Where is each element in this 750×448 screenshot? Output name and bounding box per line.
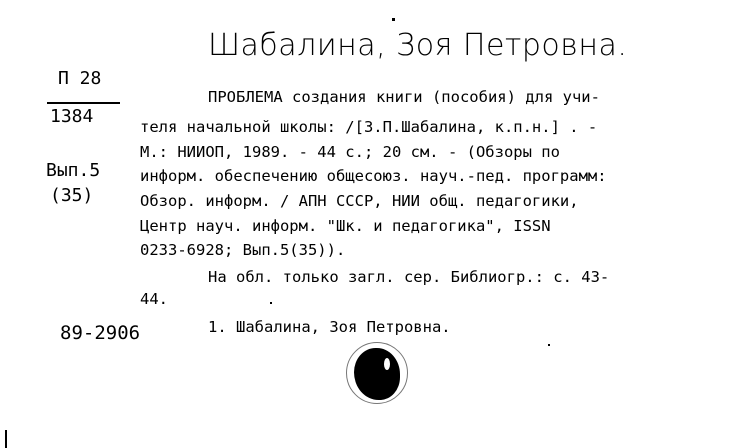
description-line: М.: НИИОП, 1989. - 44 с.; 20 см. - (Обзоры по <box>140 143 560 161</box>
description-line: Обзор. информ. / АПН СССР, НИИ общ. педагогики, <box>140 192 579 210</box>
note-line: На обл. только загл. сер. Библиогр.: с. 43- <box>208 268 610 286</box>
description-line: информ. обеспечению общесоюз. науч.-пед. программ: <box>140 167 607 185</box>
series-issue: Вып.5 <box>46 160 101 181</box>
punch-hole <box>354 348 400 400</box>
scan-speck <box>270 302 272 304</box>
call-number-divider <box>47 102 120 104</box>
accession-number: 89-2906 <box>60 322 141 344</box>
author-heading: Шабалина, Зоя Петровна. <box>208 28 628 63</box>
description-line: теля начальной школы: /[З.П.Шабалина, к.п.н.] . - <box>140 118 598 136</box>
description-line: 0233-6928; Вып.5(35)). <box>140 241 346 259</box>
description-line: ПРОБЛЕМА создания книги (пособия) для учи- <box>208 88 600 106</box>
call-number-bottom: 1384 <box>50 106 94 127</box>
scan-speck <box>392 18 395 21</box>
tracing-entry: 1. Шабалина, Зоя Петровна. <box>208 318 451 336</box>
call-number-top: П 28 <box>58 68 102 89</box>
punch-hole-highlight <box>384 358 390 370</box>
scan-speck <box>548 344 550 346</box>
scan-edge-mark <box>5 430 7 448</box>
note-line: 44. <box>140 290 168 308</box>
description-line: Центр науч. информ. "Шк. и педагогика", ISSN <box>140 217 551 235</box>
series-number: (35) <box>50 185 94 206</box>
